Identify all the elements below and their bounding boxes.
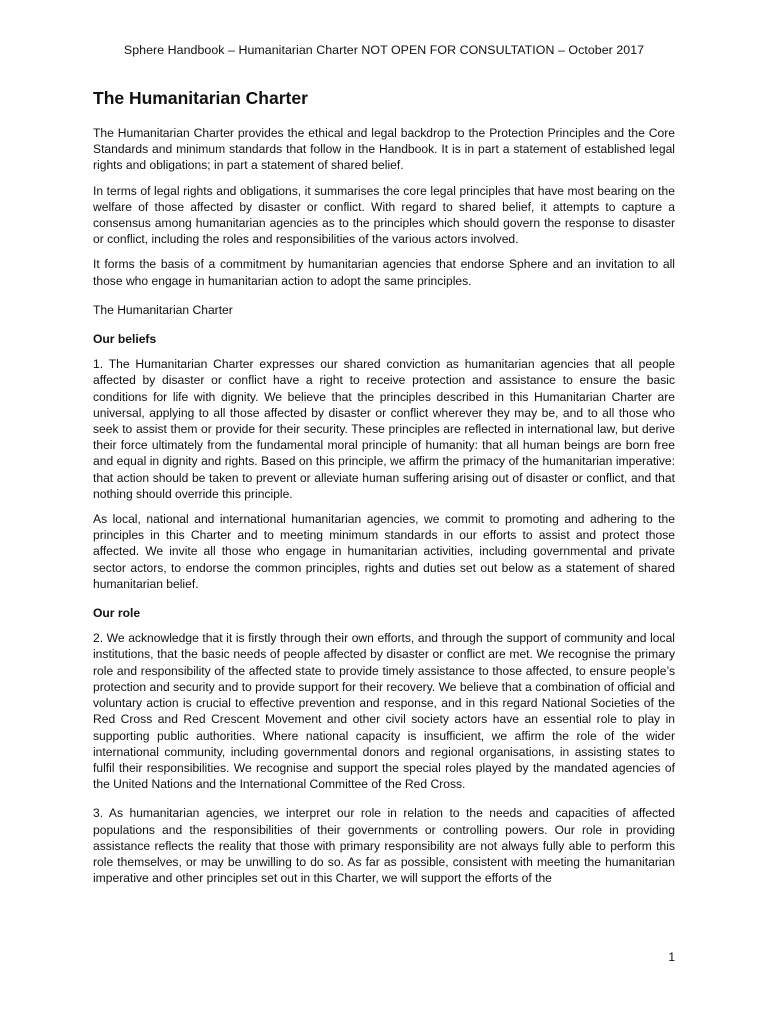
- role-paragraph: 3. As humanitarian agencies, we interpret our role in relation to the needs and capacities of affected populations and the responsibilities of their governments or controlling powers. Our role in providing assistance reflects the reality that those with primary responsibility are not always fully able to perform this role themselves, or may be unwilling to do so. As far as possible, consistent with meeting the humanitarian imperative and other principles set out in this Charter, we will support the efforts of the: [93, 806, 675, 886]
- beliefs-paragraph: As local, national and international humanitarian agencies, we commit to promoting and adhering to the principles in this Charter and to meeting minimum standards in our efforts to assist and protect those affected. We invite all those who engage in humanitarian activities, including governmental and private sector actors, to endorse the common principles, rights and duties set out below as a statement of shared humanitarian belief.: [93, 512, 675, 591]
- role-heading: Our role: [93, 606, 141, 621]
- document-page: [93, 0, 675, 1024]
- intro-paragraph: In terms of legal rights and obligations, it summarises the core legal principles that have most bearing on the welfare of those affected by disaster or conflict. With regard to shared belief, it attempts to capture a consensus among humanitarian agencies as to the principles which should govern the response to disaster or conflict, including the roles and responsibilities of the various actors involved.: [93, 183, 675, 247]
- page-number: 1: [668, 950, 675, 964]
- section-subtitle: The Humanitarian Charter: [93, 302, 233, 317]
- beliefs-paragraph: 1. The Humanitarian Charter expresses our shared conviction as humanitarian agencies that all people affected by disaster or conflict have a right to receive protection and assistance to ensure the basic conditions for life with dignity. We believe that the principles described in this Humanitarian Charter are universal, applying to all those affected by disaster or conflict wherever they may be, and to all those who seek to assist them or provide for their security. These principles are reflected in international law, but derive their force ultimately from the fundamental moral principle of humanity: that all human beings are born free and equal in dignity and rights. Based on this principle, we affirm the primacy of the humanitarian imperative: that action should be taken to prevent or alleviate human suffering arising out of disaster or conflict, and that nothing should override this principle.: [93, 357, 675, 501]
- document-title: The Humanitarian Charter: [93, 88, 308, 108]
- running-header: Sphere Handbook – Humanitarian Charter NOT OPEN FOR CONSULTATION – October 2017: [123, 43, 645, 57]
- intro-paragraph: It forms the basis of a commitment by humanitarian agencies that endorse Sphere and an invitation to all those who engage in humanitarian action to adopt the same principles.: [93, 257, 675, 288]
- document-body: [93, 125, 675, 895]
- intro-paragraph: The Humanitarian Charter provides the ethical and legal backdrop to the Protection Principles and the Core Standards and minimum standards that follow in the Handbook. It is in part a statement of established legal rights and obligations; in part a statement of shared belief.: [93, 126, 675, 173]
- role-paragraph: 2. We acknowledge that it is firstly through their own efforts, and through the support of community and local institutions, that the basic needs of people affected by disaster or conflict are met. We recognise the primary role and responsibility of the affected state to provide timely assistance to those affected, to ensure people’s protection and security and to provide support for their recovery. We believe that a combination of official and voluntary action is crucial to effective prevention and response, and in this regard National Societies of the Red Cross and Red Crescent Movement and other civil society actors have an essential role to play in supporting public authorities. Where national capacity is insufficient, we affirm the role of the wider international community, including governmental donors and regional organisations, in assisting states to fulfil their responsibilities. We recognise and support the special roles played by the mandated agencies of the United Nations and the International Committee of the Red Cross.: [93, 631, 675, 792]
- beliefs-heading: Our beliefs: [93, 332, 157, 347]
